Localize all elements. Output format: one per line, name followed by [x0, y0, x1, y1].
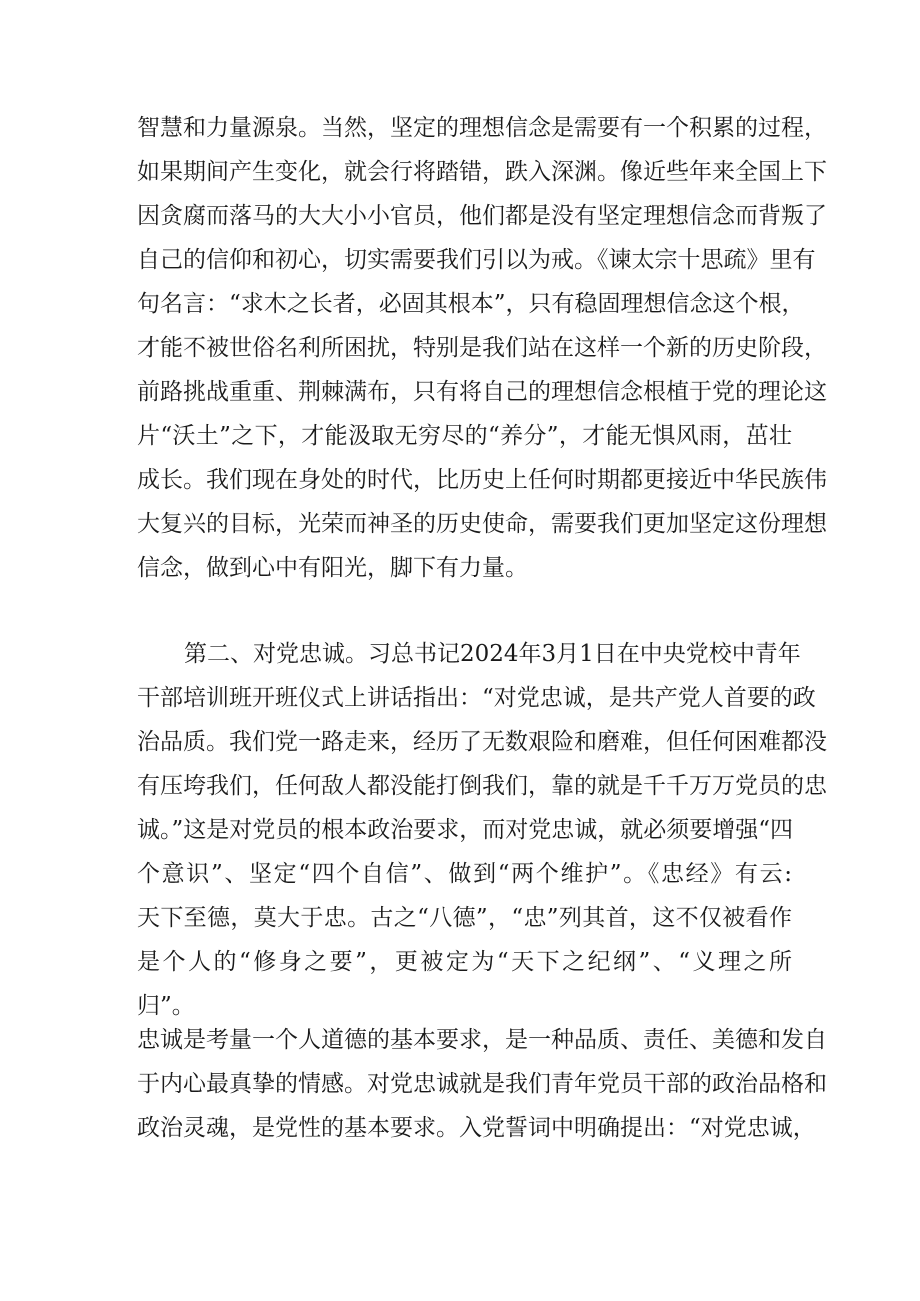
paragraph-1-line: 成长。我们现在身处的时代，比历史上任何时期都更接近中华民族伟 — [137, 467, 827, 493]
paragraph-1-line: 因贪腐而落马的大大小小官员，他们都是没有坚定理想信念而背叛了 — [137, 203, 827, 229]
paragraph-3-line: 于内心最真挚的情感。对党忠诚就是我们青年党员干部的政治品格和 — [137, 1071, 827, 1097]
paragraph-3-line: 政治灵魂，是党性的基本要求。入党誓词中明确提出：“对党忠诚， — [137, 1115, 816, 1141]
paragraph-3-line: 忠诚是考量一个人道德的基本要求，是一种品质、责任、美德和发自 — [137, 1027, 827, 1053]
paragraph-2-line: 第二、对党忠诚。习总书记2024年3月1日在中央党校中青年 — [184, 641, 801, 667]
paragraph-1-line: 片“沃土”之下，才能汲取无穷尽的“养分”，才能无惧风雨，茁壮 — [137, 423, 792, 449]
paragraph-2-line: 有压垮我们，任何敌人都没能打倒我们，靠的就是千千万万党员的忠 — [137, 773, 827, 799]
paragraph-2-line: 是个人的“修身之要”，更被定为“天下之纪纲”、“义理之所 — [137, 949, 792, 975]
paragraph-2-line: 天下至德，莫大于忠。古之“八德”，“忠”列其首，这不仅被看作 — [137, 905, 792, 931]
paragraph-2-line: 个意识”、坚定“四个自信”、做到“两个维护”。《忠经》有云: — [137, 861, 792, 887]
paragraph-1-line: 自己的信仰和初心，切实需要我们引以为戒。《谏太宗十思疏》里有 — [137, 247, 816, 273]
paragraph-2-line: 归”。 — [137, 993, 195, 1019]
paragraph-1-line: 前路挑战重重、荆棘满布，只有将自己的理想信念根植于党的理论这 — [137, 379, 827, 405]
paragraph-1-line: 句名言：“求木之长者，必固其根本”，只有稳固理想信念这个根， — [137, 291, 805, 317]
paragraph-1-line: 才能不被世俗名利所困扰，特别是我们站在这样一个新的历史阶段， — [137, 335, 827, 361]
paragraph-2-line: 干部培训班开班仪式上讲话指出：“对党忠诚，是共产党人首要的政 — [137, 685, 816, 711]
paragraph-1-line: 大复兴的目标，光荣而神圣的历史使命，需要我们更加坚定这份理想 — [137, 511, 827, 537]
paragraph-1-line: 智慧和力量源泉。当然，坚定的理想信念是需要有一个积累的过程， — [137, 115, 827, 141]
paragraph-1-line: 如果期间产生变化，就会行将踏错，跌入深渊。像近些年来全国上下 — [137, 159, 827, 185]
paragraph-2-line: 诚。”这是对党员的根本政治要求，而对党忠诚，就必须要增强“四 — [137, 817, 794, 843]
paragraph-1-line: 信念，做到心中有阳光，脚下有力量。 — [137, 555, 528, 581]
paragraph-2-line: 治品质。我们党一路走来，经历了无数艰险和磨难，但任何困难都没 — [137, 729, 827, 755]
